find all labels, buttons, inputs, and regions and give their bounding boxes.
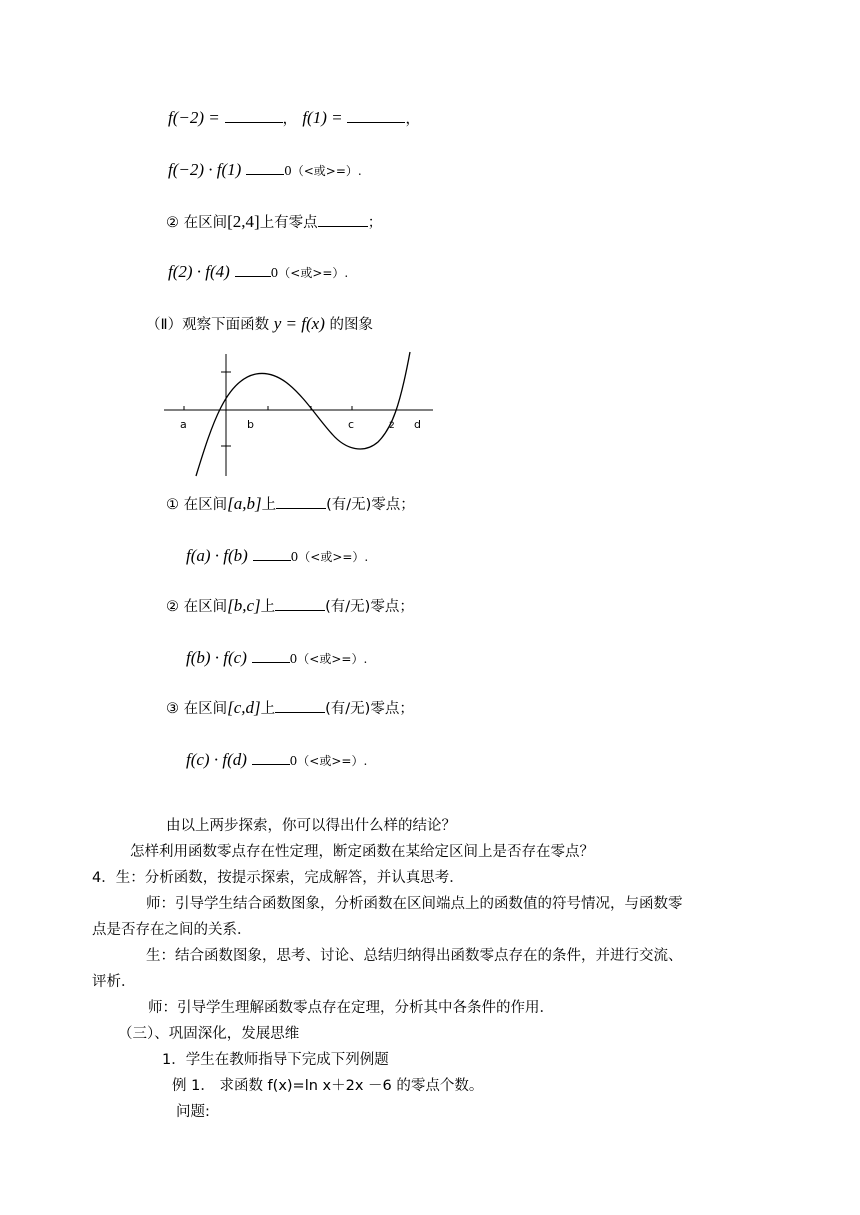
- choice-text: (有/无)零点；: [325, 701, 414, 717]
- punct: ；: [367, 215, 383, 231]
- para-teacher-guide-line2: 点是否存在之间的关系．: [92, 922, 252, 938]
- para-student-summary-line2: 评析．: [92, 974, 136, 990]
- product-expr: f(−2) · f(1): [168, 160, 242, 179]
- text-post: 上: [261, 497, 277, 513]
- item-number: ②: [166, 599, 179, 615]
- para-teacher-guide-line1: 师：引导学生结合函数图象，分析函数在区间端点上的函数值的符号情况，与函数零: [146, 896, 683, 912]
- para-conclusion-question: 由以上两步探索，你可以得出什么样的结论？: [166, 818, 456, 834]
- graph-label-c: c: [348, 418, 355, 431]
- para-student-summary-line1: 生：结合函数图象，思考、讨论、总结归纳得出函数零点存在的条件，并进行交流、: [146, 948, 683, 964]
- text-pre: 在区间: [183, 497, 228, 513]
- item-number: ②: [166, 215, 179, 231]
- heading-pre: （Ⅱ）观察下面函数: [146, 317, 270, 333]
- answer-blank: [252, 750, 290, 765]
- answer-blank: [225, 108, 283, 123]
- comparison-hint: 0（<或>=）.: [270, 266, 349, 280]
- item-bc-product: [186, 648, 367, 669]
- text-pre: 在区间: [183, 599, 228, 615]
- item-number: ③: [166, 701, 179, 717]
- interval: [c,d]: [227, 698, 261, 717]
- comparison-hint: 0（<或>=）.: [289, 754, 368, 768]
- comparison-hint: 0（<或>=）.: [290, 550, 369, 564]
- comparison-hint: 0（<或>=）.: [289, 652, 368, 666]
- heading-expr: y = f(x): [273, 314, 325, 333]
- product-expr: f(2) · f(4): [168, 262, 230, 281]
- para-teacher-theorem: 师：引导学生理解函数零点存在定理，分析其中各条件的作用．: [148, 1000, 554, 1016]
- item-number: ①: [166, 497, 179, 513]
- answer-blank: [347, 108, 405, 123]
- interval: [a,b]: [227, 494, 262, 513]
- choice-text: (有/无)零点；: [326, 497, 415, 513]
- expr-f-1: f(1) =: [302, 108, 343, 127]
- product-expr: f(b) · f(c): [186, 648, 247, 667]
- part2-heading: [146, 314, 373, 335]
- answer-blank: [275, 698, 325, 713]
- function-graph: [160, 348, 440, 480]
- answer-blank: [246, 160, 284, 175]
- comparison-hint: 0（<或>=）.: [284, 164, 362, 178]
- para-example-intro: 1．学生在教师指导下完成下列例题: [162, 1052, 389, 1068]
- interval-zero-line: [166, 212, 382, 233]
- punct: ，: [405, 109, 421, 127]
- interval: [b,c]: [227, 596, 261, 615]
- heading-post: 的图象: [329, 317, 373, 333]
- answer-blank: [235, 262, 271, 277]
- item-cd-question: [166, 698, 414, 719]
- answer-blank: [252, 648, 290, 663]
- section-heading-consolidate: （三）、巩固深化，发展思维: [118, 1026, 300, 1042]
- text-post: 上有零点: [259, 215, 318, 231]
- choice-text: (有/无)零点；: [325, 599, 414, 615]
- item-ab-question: [166, 494, 415, 515]
- answer-blank: [253, 546, 291, 561]
- function-curve: [196, 352, 410, 476]
- text-post: 上: [260, 599, 276, 615]
- text-pre: 在区间: [183, 215, 228, 231]
- answer-blank: [275, 596, 325, 611]
- product-line-1: [168, 160, 362, 181]
- expr-f-neg2: f(−2) =: [168, 108, 220, 127]
- graph-label-d: d: [414, 418, 421, 431]
- graph-label-b: b: [247, 418, 254, 431]
- text-pre: 在区间: [183, 701, 228, 717]
- text-post: 上: [260, 701, 276, 717]
- product-line-2: [168, 262, 348, 283]
- graph-label-a: a: [180, 418, 187, 431]
- graph-label-2: 2: [389, 421, 395, 431]
- example-1: 例 1． 求函数 f(x)=ln x＋2x －6 的零点个数。: [172, 1078, 484, 1094]
- para-student-analysis: 4．生：分析函数，按提示探索，完成解答，并认真思考．: [92, 870, 464, 886]
- eq-f-neg2-f1-values: [168, 108, 420, 128]
- separator: ，: [282, 109, 298, 127]
- interval: [2,4]: [227, 212, 260, 231]
- para-theorem-question: 怎样利用函数零点存在性定理，断定函数在某给定区间上是否存在零点？: [130, 844, 594, 860]
- item-cd-product: [186, 750, 367, 771]
- product-expr: f(c) · f(d): [186, 750, 247, 769]
- item-bc-question: [166, 596, 414, 617]
- answer-blank: [276, 494, 326, 509]
- product-expr: f(a) · f(b): [186, 546, 248, 565]
- answer-blank: [318, 212, 368, 227]
- item-ab-product: [186, 546, 368, 567]
- question-label: 问题:: [176, 1104, 210, 1120]
